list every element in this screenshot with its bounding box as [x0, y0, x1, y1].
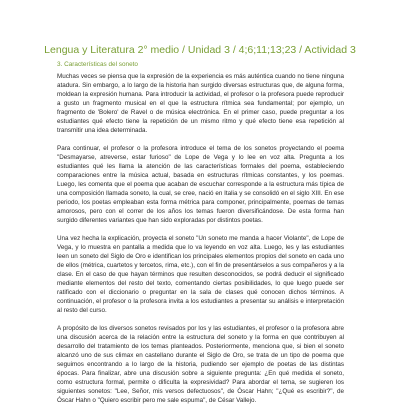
section-heading: 3. Características del soneto [57, 61, 138, 68]
paragraph: Una vez hecha la explicación, proyecta el soneto "Un soneto me manda a hacer Violante", de Lope de Vega, y lo muestra en pantalla a medida que lo va leyendo en voz alta. Luego, les y las estudiantes leen un soneto del Siglo de Oro e identifican los principales elementos propios del soneto en cada uno de ellos (métrica, cuartetos y tercetos, rima, etc.), con el fin de presentárselos a sus compañeros y a la clase. En el caso de que hayan términos que resulten desconocidos, se podrá deducir el significado mediante elementos del resto del texto, comentando ciertas posibilidades, lo que luego puede ser ratificado con el diccionario o preguntar en la sala de clases qué conocen dichos términos. A continuación, el profesor o la profesora invita a los estudiantes a presentar su análisis e interpretación al resto del curso. [57, 235, 344, 314]
paragraph: Para continuar, el profesor o la profesora introduce el tema de los sonetos proyectando el poema "Desmayarse, atreverse, estar furioso" de Lope de Vega y lo lee en voz alta. Pregunta a los estudiantes qué les llama la atención de las características formales del poema, estableciendo comparaciones entre la música actual, basada en estructuras rítmicas constantes, y los poemas. Luego, les comenta que el poema que acaban de escuchar corresponde a la estructura más típica de una composición llamada soneto, la cual, se cree, nació en Italia y se consolidó en el siglo XIII. En ese periodo, los poetas empleaban esta forma métrica para componer, principalmente, poemas de temas amorosos, pero con el correr de los años los temas fueron diversificándose. De esta forma han surgido diferentes variantes que han sido exploradas por distintos poetas. [57, 145, 344, 224]
paragraph: Muchas veces se piensa que la expresión de la experiencia es más auténtica cuando no tiene ninguna atadura. Sin embargo, a lo largo de la historia han surgido diversas estructuras que, de alguna forma, moldean la expresión humana. Para introducir la actividad, el profesor o la profesora puede reproducir a gusto un fragmento musical en el que la estructura rítmica sea fundamental; por ejemplo, un fragmento de 'Bolero' de Ravel o de música electrónica. En el primer caso, puede preguntar a los estudiantes qué efecto tiene la repetición de un mismo ritmo y qué efecto tiene esa repetición al transmitir una idea determinada. [57, 73, 344, 134]
page-title: Lengua y Literatura 2° medio / Unidad 3 / 4;6;11;13;23 / Actividad 3 [44, 44, 356, 56]
paragraph: A propósito de los diversos sonetos revisados por los y las estudiantes, el profesor o la profesora abre una discusión acerca de la relación entre la estructura del soneto y la forma en que contribuyen al desarrollo del tratamiento de los temas planteados. Posteriormente, menciona que, si bien el soneto alcanzó uno de sus climax en castellano durante el Siglo de Oro, se trata de un tipo de poema que seguimos encontrando a lo largo de la historia, pudiendo ser ejemplo de poetas de las distintas épocas. Para finalizar, abre una discusión sobre a siguiente pregunta: ¿En qué medida el soneto, como estructura formal, permite o dificulta la expresividad? Para abordar el tema, se sugieren los siguientes sonetos: "Lee, Señor, mis versos defectuosos", de Óscar Hahn; "¿Qué es escribir?", de Óscar Hahn o "Quiero escribir pero me sale espuma", de César Vallejo. [57, 325, 344, 404]
